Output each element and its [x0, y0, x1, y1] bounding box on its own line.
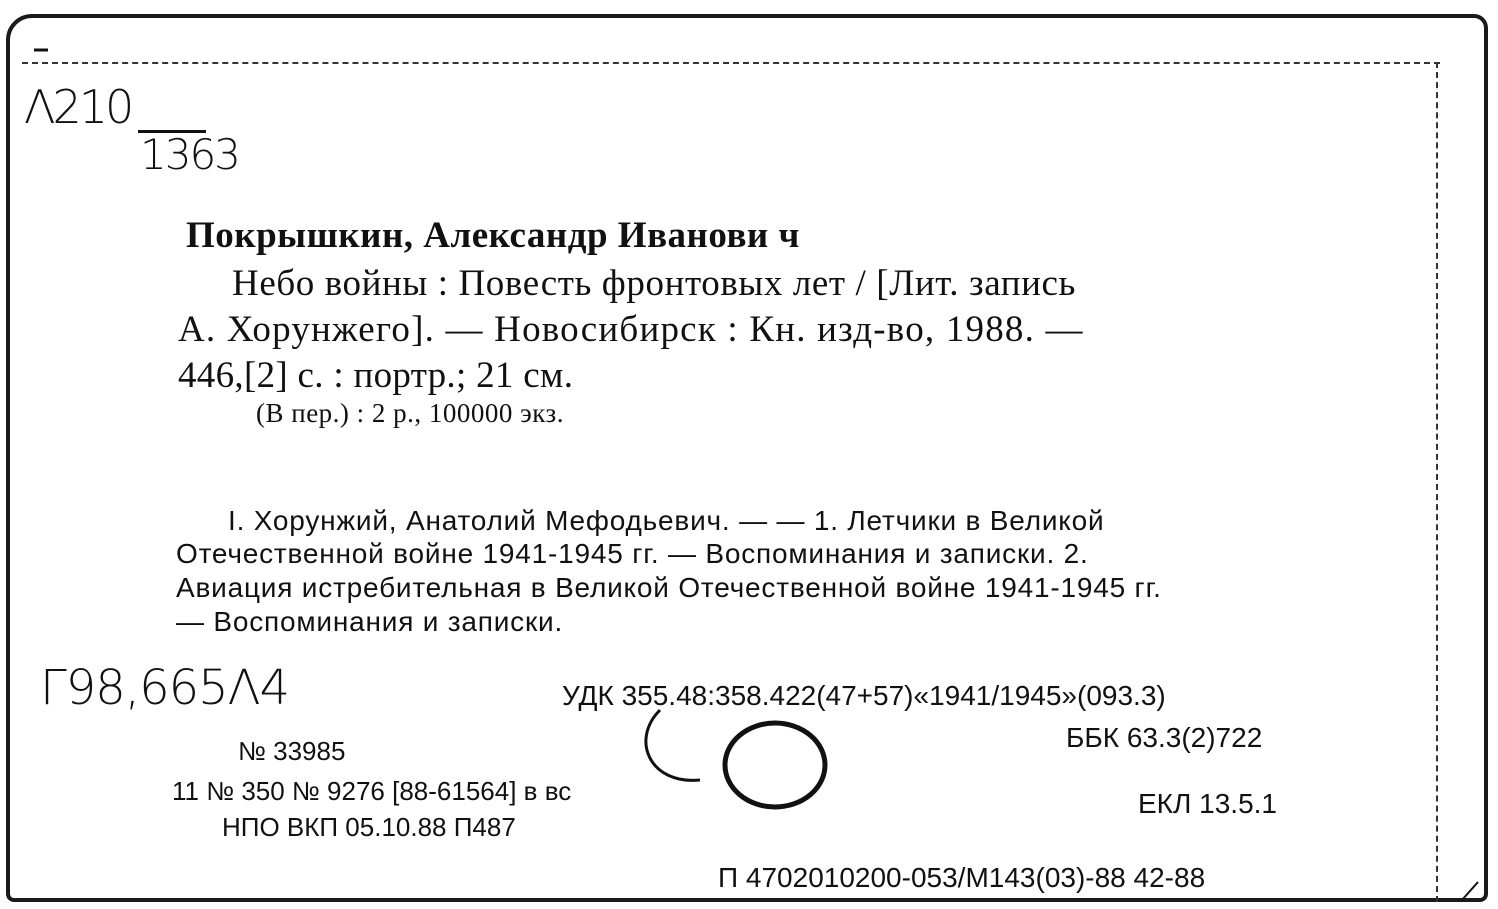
udk-code: УДК 355.48:358.422(47+57)«1941/1945»(093.3) — [562, 680, 1166, 711]
title-line-2: А. Хорунжего]. — Новосибирск : Кн. изд-во, 1988. — — [178, 309, 1084, 350]
tracing-line-2: Отечественной войне 1941-1945 гг. — Воспоминания и записки. 2. — [176, 538, 1089, 569]
tracing-line-4: — Воспоминания и записки. — [176, 606, 564, 637]
hole-punch-circle — [725, 723, 825, 807]
handwritten-inventory-number: 1363 — [140, 130, 239, 179]
author-heading: Покрышкин, Александр Иванови ч — [186, 215, 800, 256]
order-line: 11 № 350 № 9276 [88-61564] в вс — [172, 776, 572, 806]
corner-tick — [1462, 882, 1478, 900]
price-line: (В пер.) : 2 р., 100000 экз. — [256, 398, 564, 428]
handwritten-shelf-mark: Λ210 — [24, 80, 132, 134]
title-line-1: Небо войны : Повесть фронтовых лет / [Лит. запись — [232, 263, 1077, 304]
hole-punch-arc — [646, 710, 700, 780]
title-line-3: 446,[2] с. : портр.; 21 см. — [178, 355, 574, 396]
ekl-code: ЕКЛ 13.5.1 — [1138, 788, 1277, 819]
order-number: № 33985 — [238, 736, 346, 766]
publication-index: П 4702010200-053/М143(03)-88 42-88 — [718, 862, 1206, 893]
tracing-line-3: Авиация истребительная в Великой Отечественной войне 1941-1945 гг. — [176, 572, 1162, 603]
printer-line: НПО ВКП 05.10.88 П487 — [222, 812, 516, 842]
handwritten-classification: Г98,665Λ4 — [40, 660, 290, 716]
tracing-line-1: I. Хорунжий, Анатолий Мефодьевич. — — 1. Летчики в Великой — [228, 505, 1105, 536]
bbk-code: ББК 63.3(2)722 — [1066, 722, 1263, 753]
